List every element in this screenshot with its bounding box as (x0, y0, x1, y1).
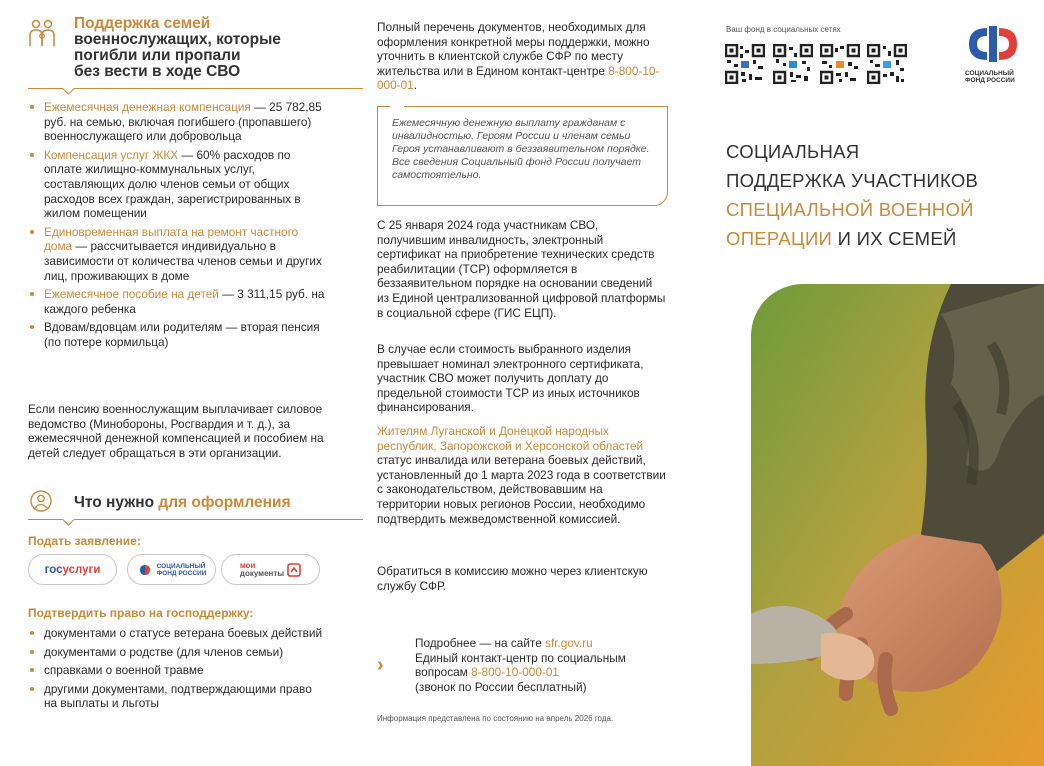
qr-code-icon[interactable] (725, 44, 765, 84)
qr-code-icon[interactable] (773, 44, 813, 84)
intro-paragraph: Полный перечень документов, необходимых для оформления конкретной меры поддержки, можно уточнить в клиентской службе СФР по месту жительства или в Едином контакт-центре 8-800-10-000-01. (377, 20, 660, 93)
section-header-family (28, 16, 363, 92)
sfr-button[interactable]: СОЦИАЛЬНЫЙ ФОНД РОССИИ (127, 554, 216, 585)
divider (28, 519, 363, 520)
divider (28, 88, 363, 89)
list-item: Ежемесячное пособие на детей — 3 311,15 руб. на каждого ребенка (28, 287, 328, 316)
my-documents-button[interactable]: мои документы (221, 554, 320, 585)
chevron-right-icon: › (377, 654, 384, 676)
list-item: документами о статусе ветерана боевых действий (28, 626, 328, 641)
tsr-paragraph: С 25 января 2024 года участникам СВО, получившим инвалидность, электронный сертификат на приобретение технических средств реабилитации (ТСР) оформляется в беззаявительном порядке на основании сведений из Единой централизованной цифровой платформы в социальной сфере (ГИС ЕЦП). (377, 218, 666, 320)
pension-note: Если пенсию военнослужащим выплачивает силовое ведомство (Минобороны, Росгвардия и т. д.), за ежемесячной денежной компенсацией и пособием на детей следует обращаться в эти организации. (28, 402, 324, 460)
list-item: Компенсация услуг ЖКХ — 60% расходов по оплате жилищно-коммунальных услуг, составляющих долю членов семьи от общих расходов всех граждан, зарегистрированных в жилом помещении (28, 148, 328, 221)
contact-phone[interactable]: 8-800-10-000-01 (471, 665, 559, 680)
service-buttons (28, 554, 328, 586)
social-label: Ваш фонд в социальных сетях (726, 25, 841, 34)
regions-paragraph: Жителям Луганской и Донецкой народных республик, Запорожской и Херсонской областей статус инвалида или ветерана боевых действий, установленный до 1 марта 2023 года в соответствии с законодательством, действовавшим на территории новых регионов России, необходимо подтвердить межведомственной комиссией. (377, 424, 666, 526)
hands-photo (751, 284, 1044, 766)
list-item: справками о военной травме (28, 663, 328, 678)
sfr-logo-text: СОЦИАЛЬНЫЙ ФОНД РОССИИ (965, 70, 1015, 84)
list-item: другими документами, подтверждающими право на выплаты и льготы (28, 682, 328, 711)
hands-illustration (751, 284, 1044, 766)
more-info-block (377, 636, 667, 696)
contact-phone[interactable]: 8-800-10-000-01 (377, 63, 660, 93)
confirm-list (28, 626, 328, 715)
qr-code-icon[interactable] (820, 44, 860, 84)
my-documents-logo-icon (287, 563, 301, 577)
section-header-documents (28, 488, 363, 520)
family-icon (28, 18, 56, 48)
benefits-list (28, 100, 328, 354)
section-title-documents: Что нужно для оформления (74, 494, 291, 511)
list-item: Единовременная выплата на ремонт частного дома — рассчитывается индивидуально в зависимости от количества членов семьи и других лиц, проживающих в доме (28, 225, 328, 283)
section-title-family: Поддержка семей военнослужащих, которые погибли или пропали без вести в ходе СВО (74, 15, 281, 80)
certificate-paragraph: В случае если стоимость выбранного изделия превышает номинал электронного сертификата, участник СВО может получить доплату до предельной стоимости ТСР из иных источников финансирования. (377, 342, 644, 415)
sfr-logo-icon (965, 24, 1025, 64)
info-box: Ежемесячную денежную выплату гражданам с инвалидностью, Героям России и членам семьи Героя устанавливают в беззаявительном порядке. Все сведения Социальный фонд России получает самостоятельно. (377, 106, 668, 206)
sfr-logo-icon (137, 563, 153, 577)
gosuslugi-button[interactable]: гос услуги (28, 554, 117, 585)
list-item: Вдовам/вдовцам или родителям — вторая пенсия (по потере кормильца) (28, 320, 328, 349)
list-item: документами о родстве (для членов семьи) (28, 645, 328, 660)
column-cover (722, 0, 1044, 766)
footnote: Информация представлена по состоянию на апрель 2026 года. (377, 714, 614, 723)
cover-title: СОЦИАЛЬНАЯ ПОДДЕРЖКА УЧАСТНИКОВ СПЕЦИАЛЬНОЙ ВОЕННОЙ ОПЕРАЦИИ И ИХ СЕМЕЙ (726, 141, 979, 249)
more-info-text: Подробнее — на сайте sfr.gov.ru Единый контакт-центр по социальным вопросам 8-800-10-000-01 (звонок по России бесплатный) (415, 636, 626, 694)
site-link[interactable]: sfr.gov.ru (545, 636, 593, 650)
person-icon (30, 490, 52, 512)
confirm-label: Подтвердить право на господдержку: (28, 606, 254, 620)
commission-paragraph: Обратиться в комиссию можно через клиентскую службу СФР. (377, 564, 648, 593)
list-item: Ежемесячная денежная компенсация — 25 782,85 руб. на семью, включая погибшего (пропавшего) военнослужащего или добровольца (28, 100, 328, 144)
qr-code-icon[interactable] (867, 44, 907, 84)
apply-label: Подать заявление: (28, 534, 141, 548)
